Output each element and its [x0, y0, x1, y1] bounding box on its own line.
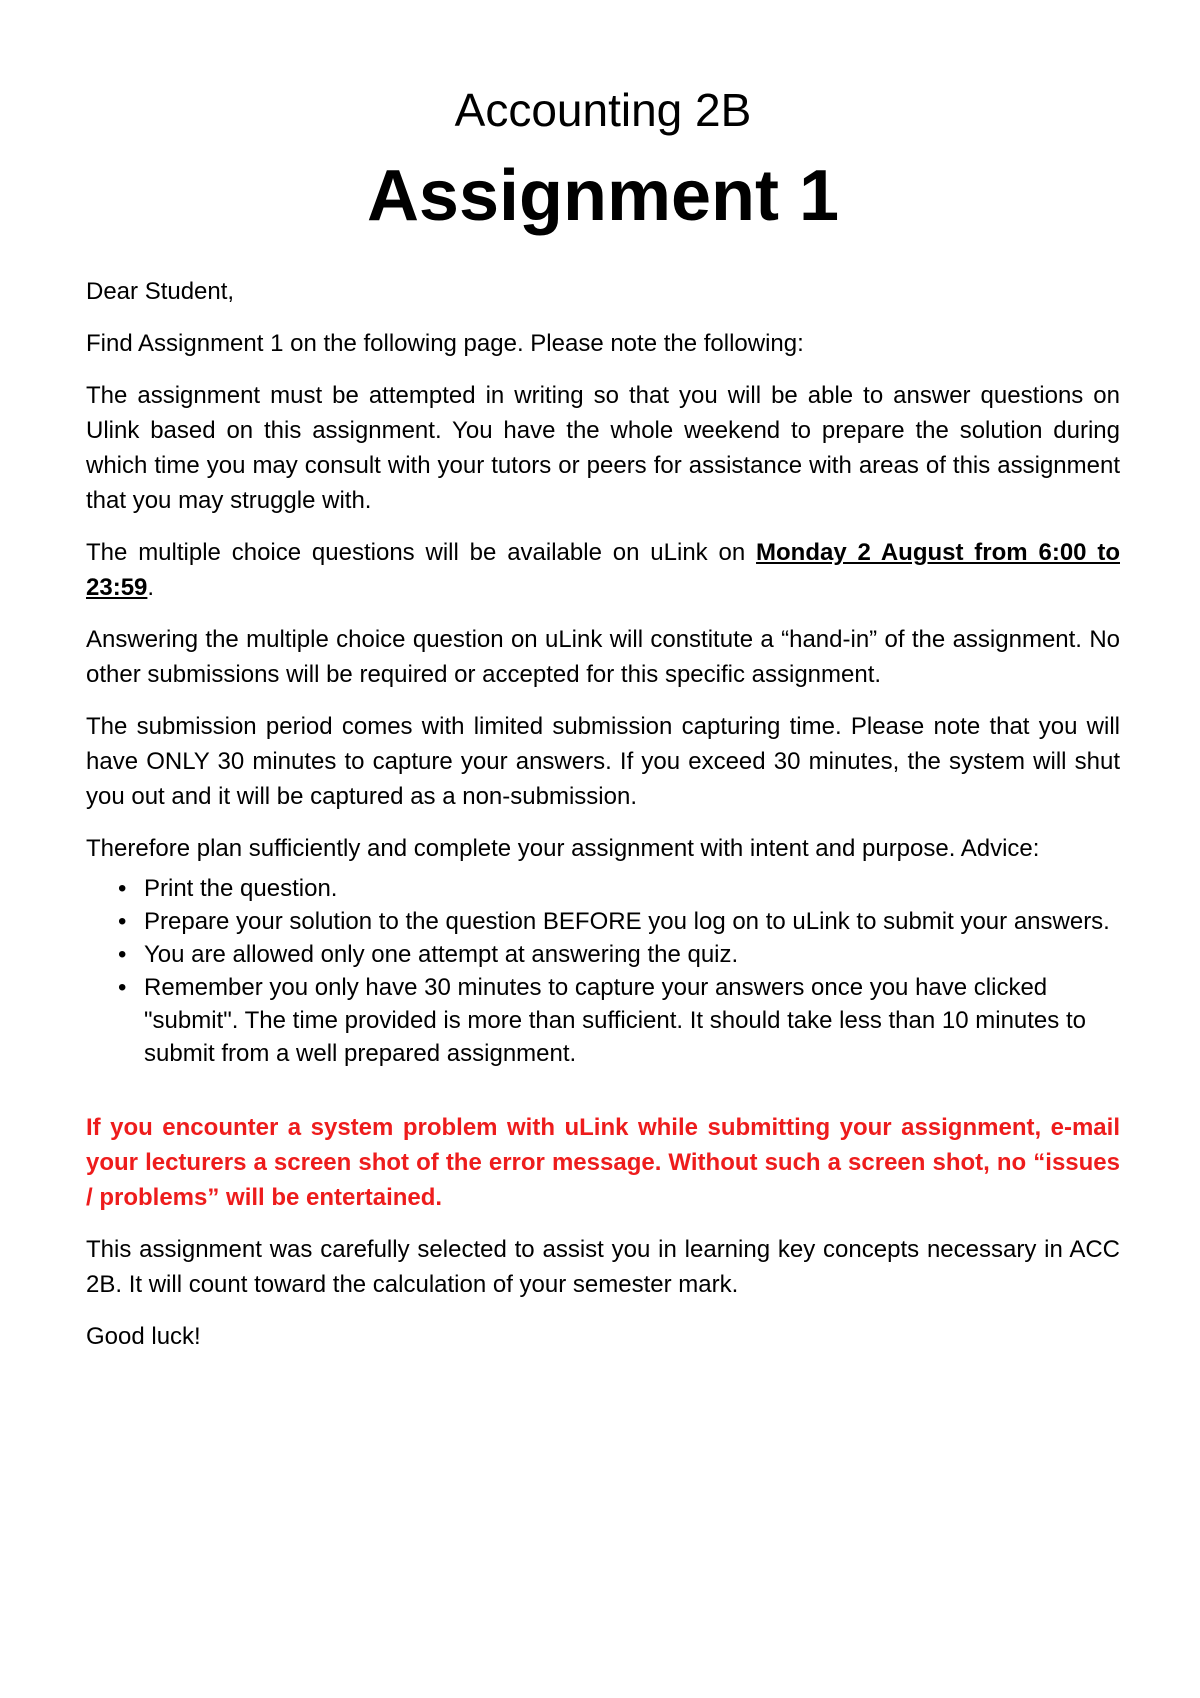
list-item: [118, 905, 1120, 938]
time-limit-paragraph: The submission period comes with limited submission capturing time. Please note that you will have ONLY 30 minutes to capture your answers. If you exceed 30 minutes, the system will shut you out and it will be captured as a non-submission.: [86, 713, 1120, 810]
advice-text: Prepare your solution to the question BEFORE you log on to uLink to submit your answers.: [144, 908, 1110, 935]
intro-paragraph: Find Assignment 1 on the following page. Please note the following:: [86, 330, 804, 357]
course-title: Accounting 2B: [454, 84, 752, 136]
availability-paragraph: [86, 535, 1120, 605]
bullet-icon: •: [118, 875, 127, 902]
system-problem-warning: If you encounter a system problem with uLink while submitting your assignment, e-mail your lecturers a screen shot of the error message. Without such a screen shot, no “issues / problems” will be entertained.: [86, 1114, 1120, 1211]
bullet-icon: •: [118, 974, 127, 1001]
advice-text: Remember you only have 30 minutes to capture your answers once you have clicked "submit". The time provided is more than sufficient. It should take less than 10 minutes to submit from a well prepared assignment.: [144, 974, 1086, 1067]
availability-suffix: .: [147, 574, 155, 601]
advice-list: [86, 872, 1120, 1070]
purpose-paragraph: This assignment was carefully selected to assist you in learning key concepts necessary in ACC 2B. It will count toward the calculation of your semester mark.: [86, 1236, 1120, 1298]
document-page: [86, 78, 1120, 1371]
advice-text: You are allowed only one attempt at answering the quiz.: [144, 941, 739, 968]
list-item: [118, 971, 1120, 1070]
plan-paragraph: Therefore plan sufficiently and complete your assignment with intent and purpose. Advice:: [86, 835, 1040, 862]
bullet-icon: •: [118, 941, 127, 968]
availability-text: The multiple choice questions will be available on uLink on: [86, 539, 757, 566]
list-item: [118, 938, 1120, 971]
advice-text: Print the question.: [144, 875, 338, 902]
availability-date: Monday 2 August from 6:00 to 23:59: [86, 539, 1120, 601]
assignment-title: Assignment 1: [366, 156, 840, 236]
closing-text: Good luck!: [86, 1323, 201, 1350]
greeting: Dear Student,: [86, 278, 235, 305]
hand-in-paragraph: Answering the multiple choice question on uLink will constitute a “hand-in” of the assignment. No other submissions will be required or accepted for this specific assignment.: [86, 626, 1120, 688]
bullet-icon: •: [118, 908, 127, 935]
list-item: [118, 872, 1120, 905]
writing-instructions-paragraph: The assignment must be attempted in writing so that you will be able to answer questions on Ulink based on this assignment. You have the whole weekend to prepare the solution during which time you may consult with your tutors or peers for assistance with areas of this assignment that you may struggle with.: [86, 382, 1120, 514]
